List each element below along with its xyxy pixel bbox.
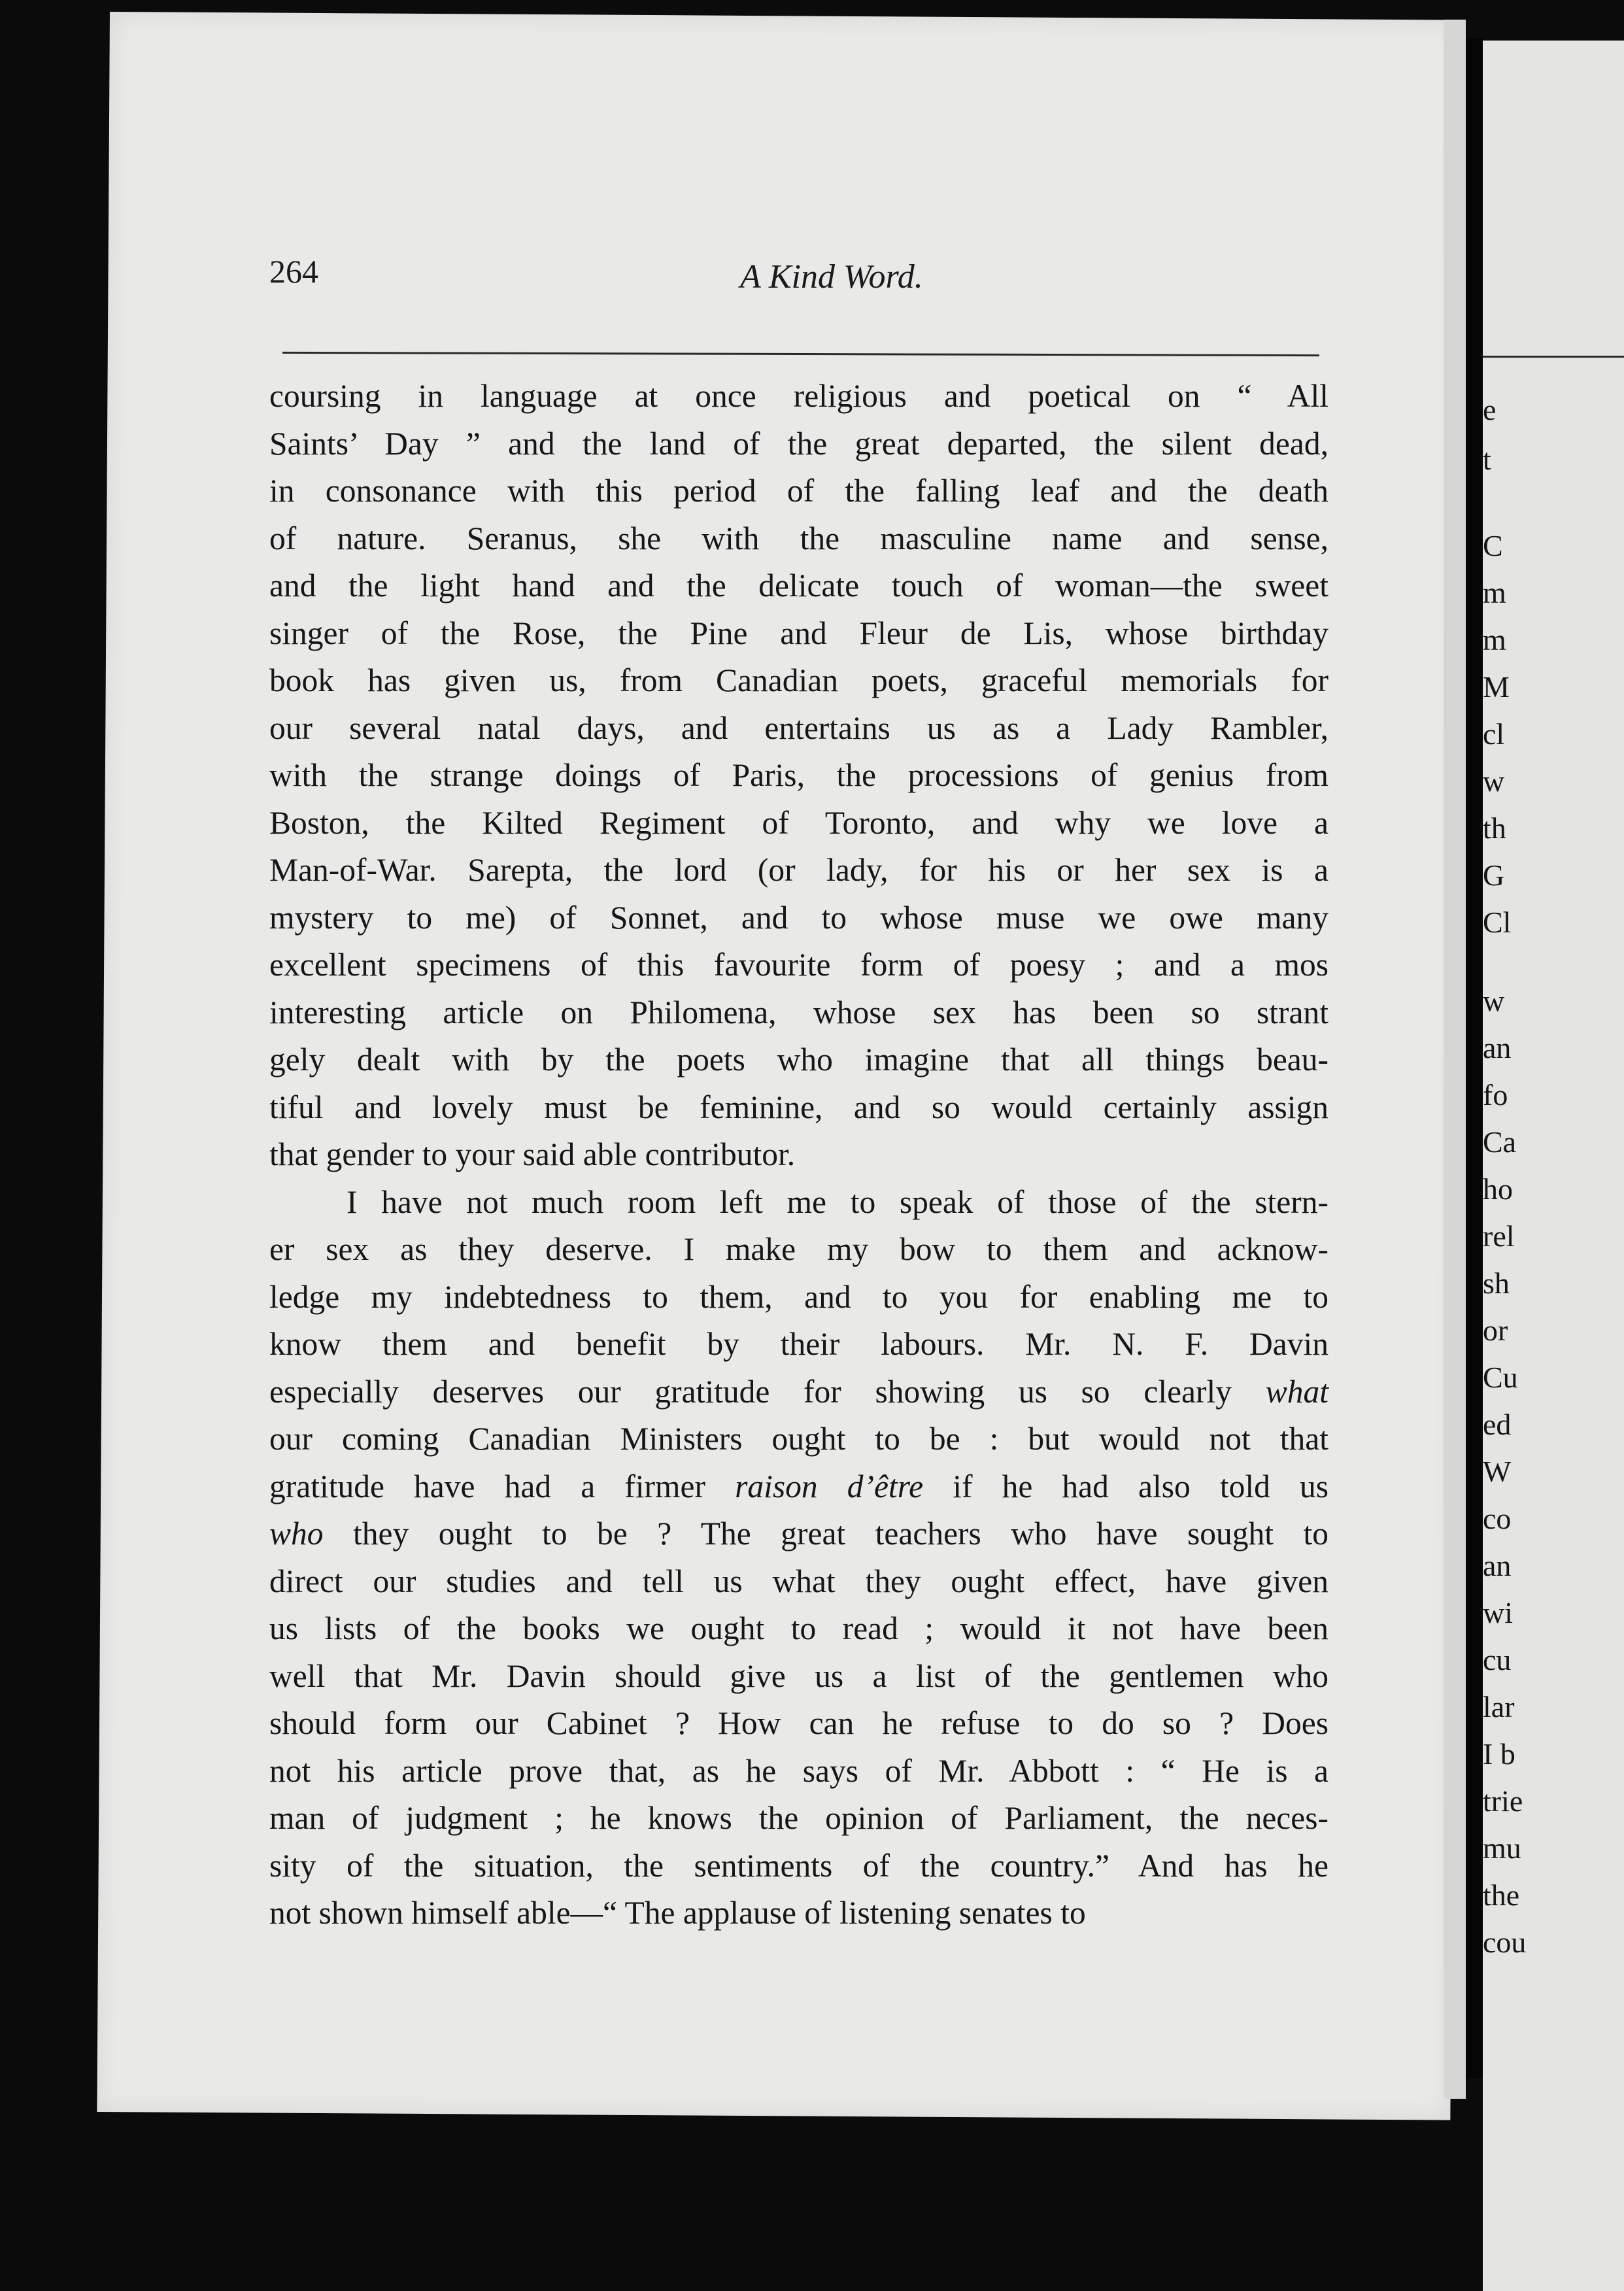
text-line: tiful and lovely must be feminine, and so would certainly assign [269,1089,1328,1125]
text-run: especially deserves our gratitude for showing us so clearly [269,1373,1232,1410]
text-line: with the strange doings of Paris, the processions of genius from [269,757,1328,793]
text-line: in consonance with this period of the falling leaf and the death [269,473,1328,509]
text-line [269,1368,1328,1416]
text-line: Man-of-War. Sarepta, the lord (or lady, for his or her sex is a [269,852,1328,888]
text-line: well that Mr. Davin should give us a list of the gentlemen who [269,1657,1328,1694]
facing-page-fragment: cu [1483,1643,1512,1676]
facing-page-fragment: cou [1483,1926,1527,1959]
text-line: er sex as they deserve. I make my bow to them and acknow- [269,1231,1328,1267]
text-line: our several natal days, and entertains us as a Lady Rambler, [269,709,1328,746]
facing-page-fragment: th [1483,811,1506,845]
facing-page-fragment: the [1483,1878,1520,1912]
text-line [269,1510,1328,1558]
facing-page-fragment: w [1483,984,1505,1017]
facing-page-fragment: t [1483,443,1491,476]
facing-page-fragment: trie [1483,1784,1523,1818]
facing-page-fragment: I b [1483,1737,1515,1771]
paragraph-1 [269,373,1328,1179]
text-line: our coming Canadian Ministers ought to be : but would not that [269,1421,1328,1457]
facing-page-fragment: wi [1483,1596,1513,1629]
facing-page-fragment: G [1483,858,1505,892]
facing-page-fragment: ho [1483,1172,1513,1206]
text-line: interesting article on Philomena, whose sex has been so strant [269,994,1328,1030]
italic-run: who [269,1516,324,1552]
text-line: gely dealt with by the poets who imagine that all things beau- [269,1042,1328,1078]
facing-page-fragment: m [1483,576,1506,609]
page-edge [1444,20,1466,2099]
text-line: man of judgment ; he knows the opinion of Parliament, the neces- [269,1800,1328,1836]
facing-page-fragment: co [1483,1502,1512,1535]
facing-page-fragment: ed [1483,1408,1512,1441]
page-number: 264 [269,253,318,290]
facing-page [1483,41,1624,2291]
facing-page-fragment: C [1483,529,1503,562]
text-line: not his article prove that, as he says of Mr. Abbott : “ He is a [269,1752,1328,1789]
facing-page-fragment: an [1483,1549,1512,1582]
text-line: that gender to your said able contributor. [269,1136,796,1172]
facing-page-fragment: fo [1483,1078,1508,1112]
text-line: excellent specimens of this favourite form of poesy ; and a mos [269,947,1328,983]
facing-page-fragment: Cu [1483,1361,1518,1394]
facing-page-fragment: m [1483,623,1506,656]
facing-page-fragment: M [1483,670,1510,704]
facing-page-fragment: or [1483,1314,1508,1347]
text-line [269,1463,1328,1511]
text-line: sity of the situation, the sentiments of the country.” And has he [269,1847,1328,1884]
facing-page-fragment: e [1483,393,1497,426]
facing-page-fragment: sh [1483,1266,1510,1300]
text-line: of nature. Seranus, she with the masculine name and sense, [269,520,1328,556]
facing-page-fragment: lar [1483,1690,1515,1723]
text-line: us lists of the books we ought to read ; would it not have been [269,1610,1328,1646]
text-line: I have not much room left me to speak of those of the stern- [347,1183,1328,1220]
text-run: if he had also told us [953,1468,1329,1504]
facing-page-fragment: w [1483,764,1505,798]
text-line: Saints’ Day ” and the land of the great departed, the silent dead, [269,425,1328,462]
text-line: direct our studies and tell us what they ought effect, have given [269,1563,1328,1599]
text-run: gratitude have had a firmer [269,1468,705,1504]
italic-run: what [1265,1373,1328,1410]
facing-page-fragment: an [1483,1031,1512,1064]
page-gutter [1466,38,1483,2078]
facing-page-fragment: cl [1483,717,1505,751]
text-line: Boston, the Kilted Regiment of Toronto, and why we love a [269,804,1328,841]
text-line: ledge my indebtedness to them, and to you for enabling me to [269,1278,1328,1315]
facing-page-rule [1483,356,1624,358]
text-line: should form our Cabinet ? How can he refuse to do so ? Does [269,1705,1328,1741]
facing-page-fragment: Cl [1483,906,1512,939]
text-line: coursing in language at once religious and poetical on “ All [269,378,1328,414]
italic-run: raison d’être [735,1468,924,1504]
page-header [165,252,1328,318]
text-line: mystery to me) of Sonnet, and to whose muse we owe many [269,899,1328,936]
text-line: and the light hand and the delicate touch of woman—the sweet [269,568,1328,603]
text-line: book has given us, from Canadian poets, graceful memorials for [269,662,1328,698]
paragraph-2 [269,1179,1328,1937]
text-line: not shown himself able—“ The applause of listening senates to [269,1895,1086,1931]
text-line: singer of the Rose, the Pine and Fleur de Lis, whose birthday [269,615,1328,651]
body-text [269,373,1328,1937]
facing-page-fragment: W [1483,1455,1512,1488]
facing-page-fragment: mu [1483,1831,1521,1865]
facing-page-fragment: Ca [1483,1125,1517,1159]
facing-page-fragment: rel [1483,1219,1515,1253]
running-title: A Kind Word. [740,258,923,296]
text-line: know them and benefit by their labours. Mr. N. F. Davin [269,1326,1328,1362]
text-run: they ought to be ? The great teachers who have sought to [353,1516,1329,1552]
